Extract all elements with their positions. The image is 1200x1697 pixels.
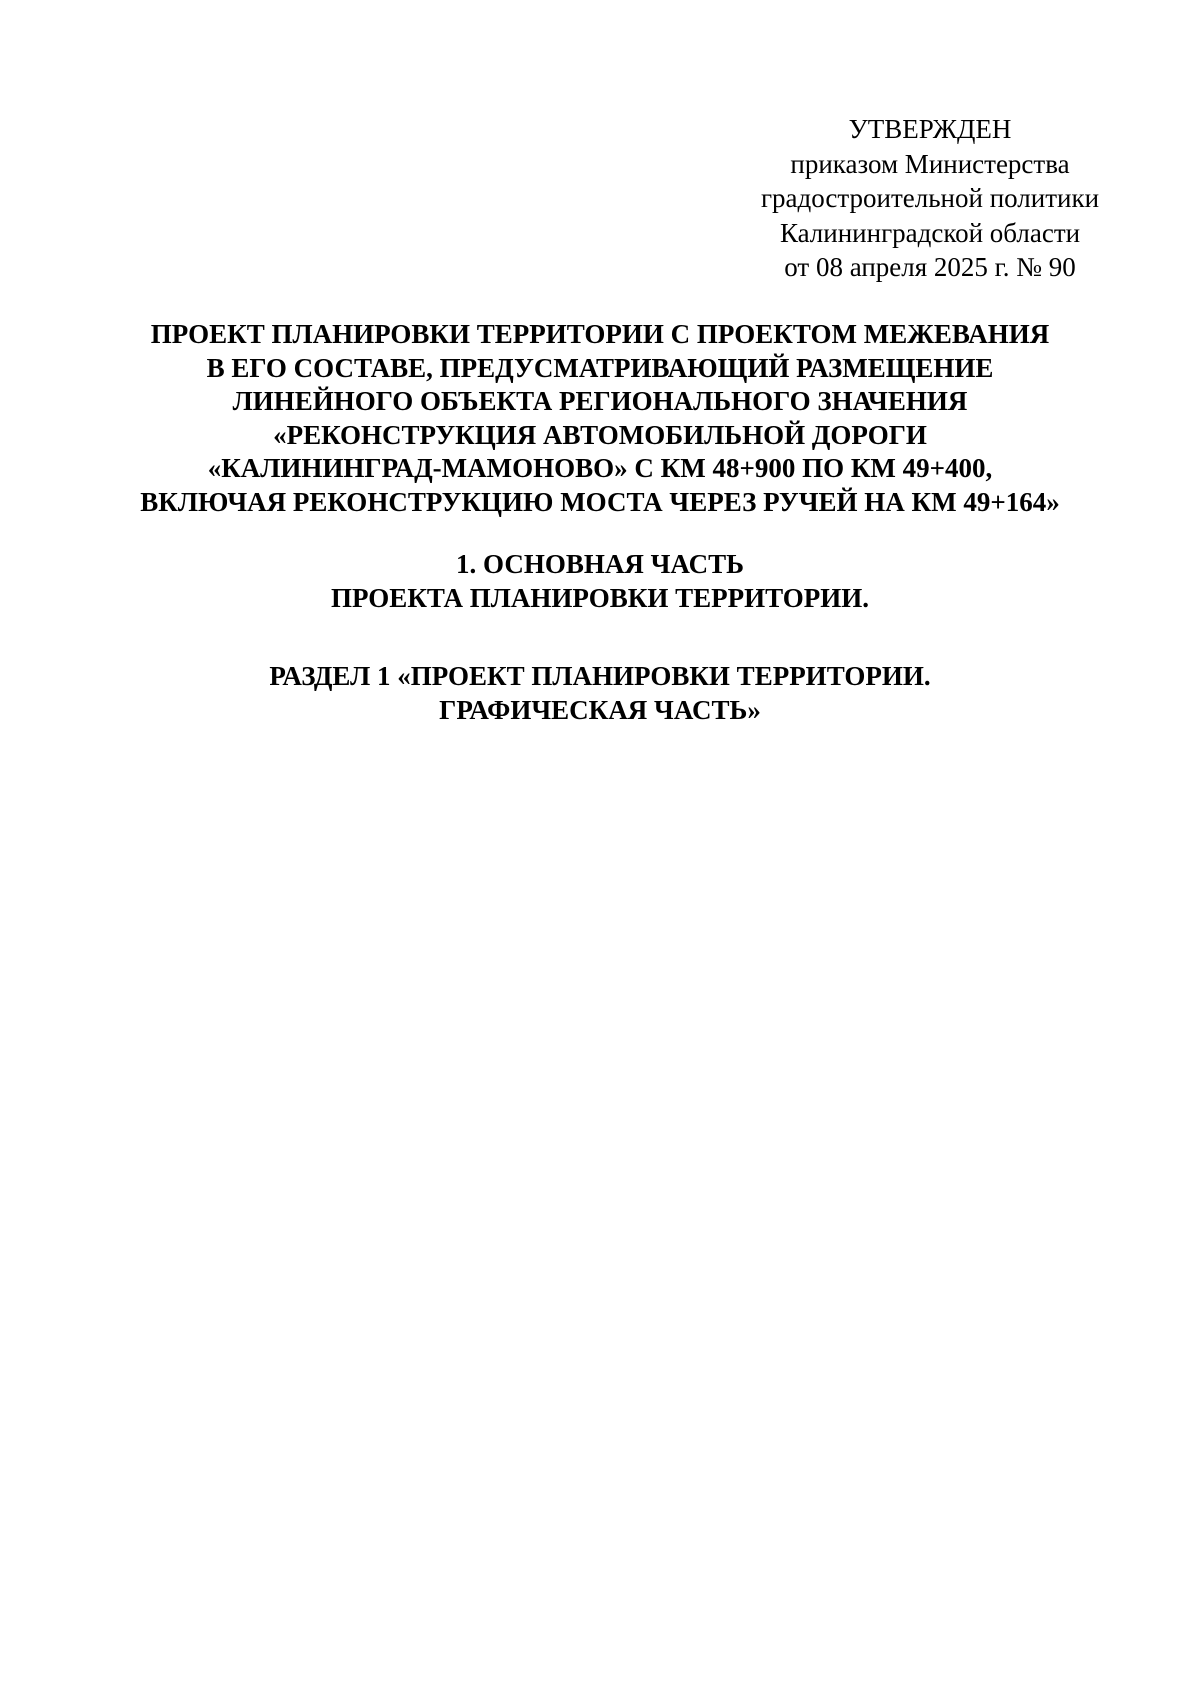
section-heading [0, 660, 1200, 727]
approval-heading: УТВЕРЖДЕН [848, 114, 1012, 144]
approval-stamp [720, 112, 1140, 285]
part-heading-line: 1. ОСНОВНАЯ ЧАСТЬ [456, 549, 744, 579]
document-title-line: «КАЛИНИНГРАД-МАМОНОВО» С КМ 48+900 ПО КМ 49+400, [207, 453, 993, 483]
document-title-line: «РЕКОНСТРУКЦИЯ АВТОМОБИЛЬНОЙ ДОРОГИ [273, 419, 927, 450]
document-title-line: ПРОЕКТ ПЛАНИРОВКИ ТЕРРИТОРИИ С ПРОЕКТОМ МЕЖЕВАНИЯ [150, 319, 1050, 349]
approval-order-line: приказом Министерства [790, 148, 1070, 179]
document-title-line: В ЕГО СОСТАВЕ, ПРЕДУСМАТРИВАЮЩИЙ РАЗМЕЩЕНИЕ [206, 352, 994, 383]
section-heading-line: ГРАФИЧЕСКАЯ ЧАСТЬ» [439, 694, 761, 725]
document-title-line: ЛИНЕЙНОГО ОБЪЕКТА РЕГИОНАЛЬНОГО ЗНАЧЕНИЯ [232, 386, 968, 416]
part-heading [0, 548, 1200, 615]
document-title-line: ВКЛЮЧАЯ РЕКОНСТРУКЦИЮ МОСТА ЧЕРЕЗ РУЧЕЙ НА КМ 49+164» [140, 486, 1060, 517]
part-heading-line: ПРОЕКТА ПЛАНИРОВКИ ТЕРРИТОРИИ. [330, 582, 870, 613]
section-heading-line: РАЗДЕЛ 1 «ПРОЕКТ ПЛАНИРОВКИ ТЕРРИТОРИИ. [269, 661, 931, 691]
document-title [0, 318, 1200, 519]
approval-ministry-line: градостроительной политики [760, 183, 1100, 213]
approval-date-line: от 08 апреля 2025 г. № 90 [784, 252, 1076, 282]
approval-region-line: Калининградской области [779, 217, 1081, 248]
